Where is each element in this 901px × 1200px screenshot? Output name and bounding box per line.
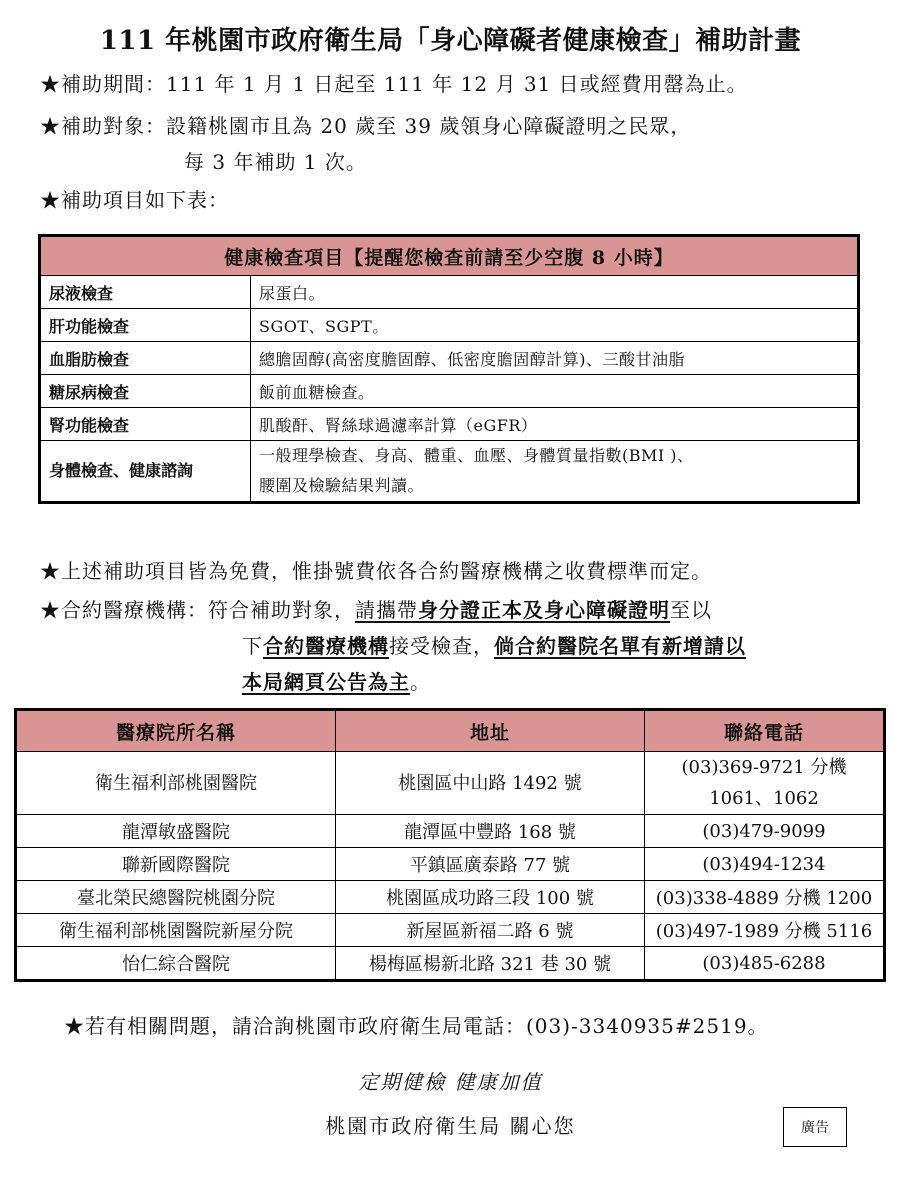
hospital-name: 龍潭敏盛醫院 — [16, 815, 336, 848]
subsidy-target: ★補助對象：設籍桃園市且為 20 歲至 39 歲領身心障礙證明之民眾， — [40, 114, 692, 138]
contract-note-text: 接受檢查， — [389, 634, 494, 658]
exam-item: 腎功能檢查 — [40, 408, 251, 441]
table-row — [40, 276, 859, 309]
free-note: ★上述補助項目皆為免費，惟掛號費依各合約醫療機構之收費標準而定。 — [40, 559, 712, 583]
hospital-address: 桃園區中山路 1492 號 — [336, 752, 645, 815]
contract-note-text: ★合約醫療機構：符合補助對象， — [40, 598, 355, 622]
exam-detail: 尿蛋白。 — [251, 276, 859, 309]
contract-note-emphasis: 本局網頁公告為主 — [242, 670, 410, 694]
exam-item: 尿液檢查 — [40, 276, 251, 309]
table-row — [16, 914, 885, 947]
contract-note-text: 請攜帶 — [355, 598, 418, 622]
contract-note-line-3 — [242, 666, 431, 695]
signature: 桃園市政府衛生局 關心您 — [325, 1114, 576, 1138]
exam-item: 肝功能檢查 — [40, 309, 251, 342]
exam-detail: 總膽固醇(高密度膽固醇、低密度膽固醇計算)、三酸甘油脂 — [251, 342, 859, 375]
hospital-address: 桃園區成功路三段 100 號 — [336, 881, 645, 914]
subsidy-items-intro: ★補助項目如下表： — [40, 188, 229, 212]
hospital-table — [14, 708, 886, 982]
exam-detail-line: 一般理學檢查、身高、體重、血壓、身體質量指數(BMI )、 — [259, 446, 694, 465]
exam-detail: 飯前血糖檢查。 — [251, 375, 859, 408]
hospital-phone: (03)497-1989 分機 5116 — [645, 914, 885, 947]
table-row — [16, 947, 885, 981]
table-row — [40, 309, 859, 342]
hospital-phone-line: 1061、1062 — [709, 788, 819, 809]
hospital-address: 平鎮區廣泰路 77 號 — [336, 848, 645, 881]
hospital-phone-line: (03)369-9721 分機 — [681, 757, 847, 778]
column-header: 地址 — [336, 710, 645, 752]
contract-note-text: 。 — [410, 670, 431, 694]
table-row — [40, 441, 859, 503]
table-row — [16, 815, 885, 848]
table-row — [40, 342, 859, 375]
exam-detail: 肌酸酐、腎絲球過濾率計算（eGFR） — [251, 408, 859, 441]
ad-label: 廣告 — [783, 1107, 847, 1147]
exam-item: 血脂肪檢查 — [40, 342, 251, 375]
hospital-address: 新屋區新福二路 6 號 — [336, 914, 645, 947]
hospital-phone: (03)479-9099 — [645, 815, 885, 848]
contract-note-text: 下 — [242, 634, 263, 658]
table-row — [40, 375, 859, 408]
subsidy-frequency: 每 3 年補助 1 次。 — [184, 150, 367, 174]
exam-table-header: 健康檢查項目【提醒您檢查前請至少空腹 8 小時】 — [40, 236, 859, 276]
hospital-name: 衛生福利部桃園醫院新屋分院 — [16, 914, 336, 947]
hospital-phone: (03)485-6288 — [645, 947, 885, 981]
contract-note-emphasis: 倘合約醫院名單有新增請以 — [494, 634, 746, 658]
exam-detail: SGOT、SGPT。 — [251, 309, 859, 342]
contact-info: ★若有相關問題，請洽詢桃園市政府衛生局電話：(03)-3340935#2519。 — [64, 1014, 769, 1038]
exam-detail-line: 腰圍及檢驗結果判讀。 — [259, 476, 425, 495]
page-title: 111 年桃園市政府衛生局「身心障礙者健康檢查」補助計畫 — [99, 26, 802, 56]
hospital-name: 怡仁綜合醫院 — [16, 947, 336, 981]
exam-detail — [251, 441, 859, 503]
column-header: 聯絡電話 — [645, 710, 885, 752]
hospital-phone: (03)494-1234 — [645, 848, 885, 881]
hospital-phone — [645, 752, 885, 815]
hospital-name: 聯新國際醫院 — [16, 848, 336, 881]
exam-items-table — [38, 234, 860, 504]
column-header: 醫療院所名稱 — [16, 710, 336, 752]
hospital-phone: (03)338-4889 分機 1200 — [645, 881, 885, 914]
table-row — [16, 752, 885, 815]
table-row — [40, 408, 859, 441]
contract-note-text: 至以 — [670, 598, 712, 622]
slogan: 定期健檢 健康加值 — [358, 1070, 543, 1094]
exam-item: 身體檢查、健康諮詢 — [40, 441, 251, 503]
table-row — [16, 848, 885, 881]
hospital-name: 臺北榮民總醫院桃園分院 — [16, 881, 336, 914]
table-row — [16, 881, 885, 914]
contract-note-line-1 — [40, 594, 712, 623]
hospital-address: 楊梅區楊新北路 321 巷 30 號 — [336, 947, 645, 981]
hospital-address: 龍潭區中豐路 168 號 — [336, 815, 645, 848]
hospital-name: 衛生福利部桃園醫院 — [16, 752, 336, 815]
subsidy-period: ★補助期間：111 年 1 月 1 日起至 111 年 12 月 31 日或經費用罄為止。 — [40, 72, 748, 96]
contract-note-emphasis: 身分證正本及身心障礙證明 — [418, 598, 670, 622]
exam-item: 糖尿病檢查 — [40, 375, 251, 408]
contract-note-emphasis: 合約醫療機構 — [263, 634, 389, 658]
contract-note-line-2 — [242, 630, 746, 659]
